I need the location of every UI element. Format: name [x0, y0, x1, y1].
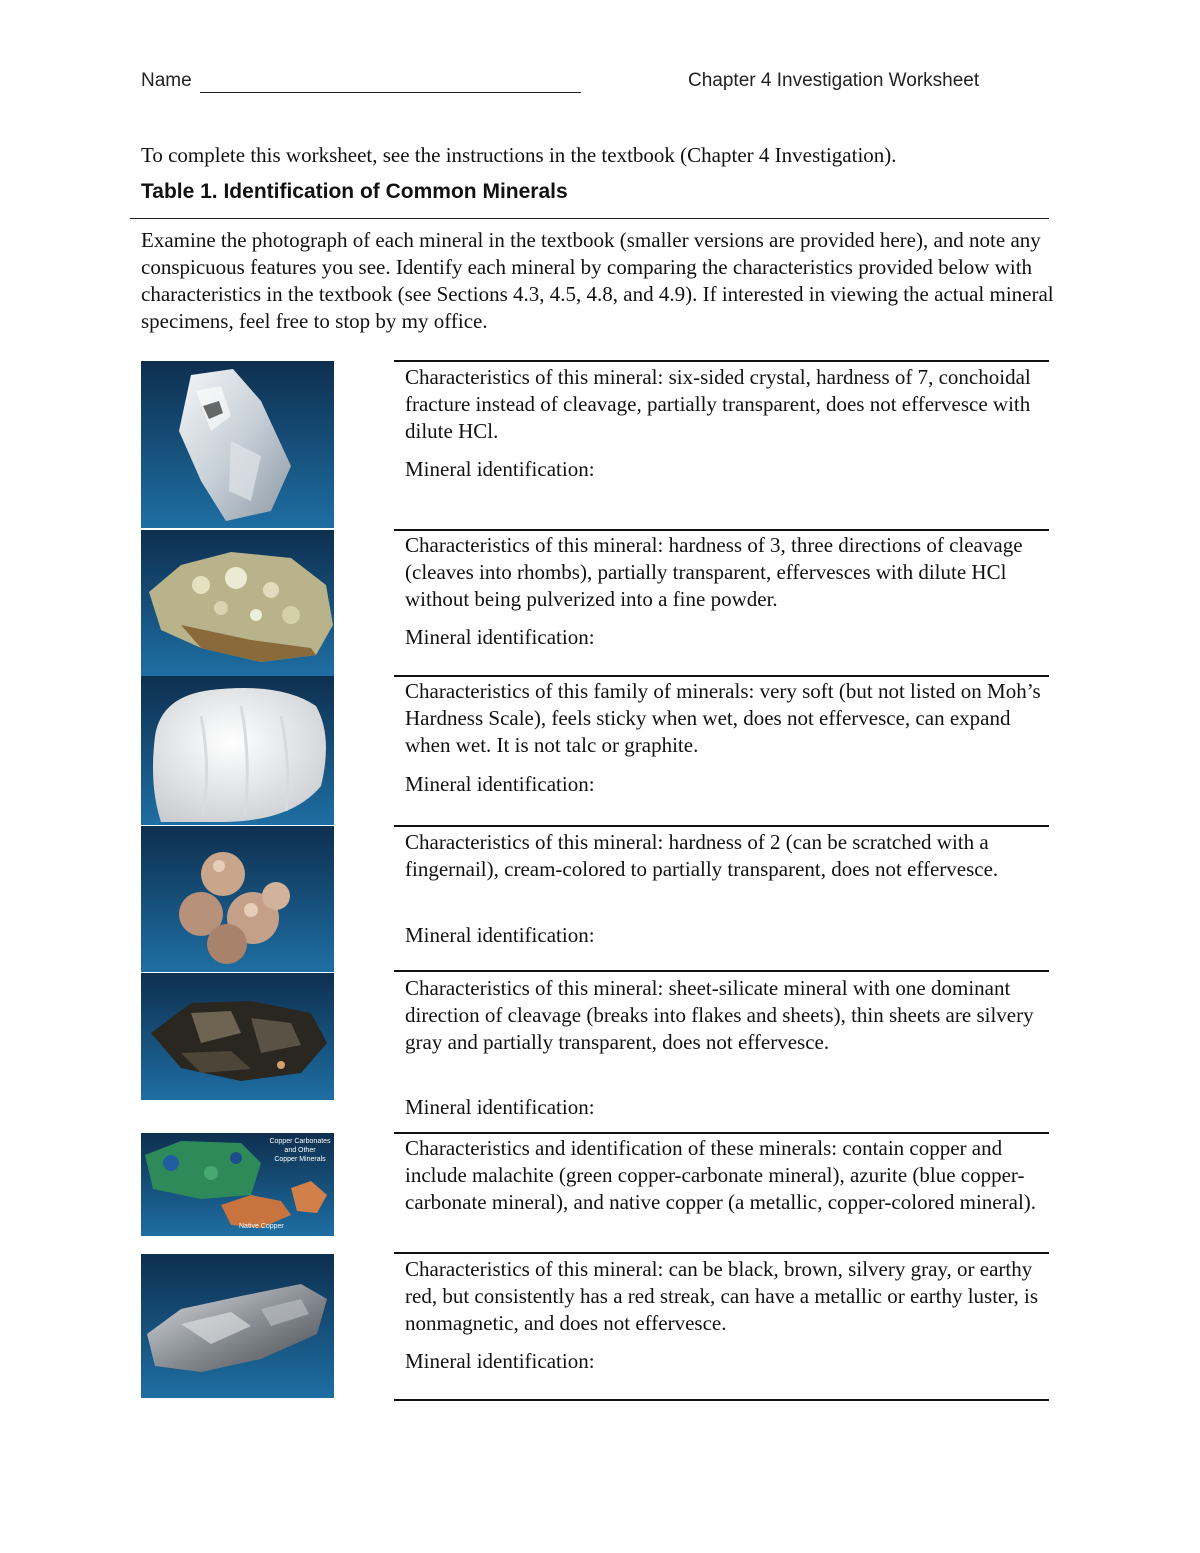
mineral-characteristics: Characteristics of this mineral: hardness of 3, three directions of cleavage (cleaves into rhombs), partially transparent, effervesces with dilute HCl without being pulverized into a fine powder. — [405, 533, 1023, 611]
mineral-identification-field[interactable]: Mineral identification: — [405, 457, 595, 481]
row-divider — [394, 970, 1049, 972]
mineral-identification-field[interactable]: Mineral identification: — [405, 625, 595, 649]
mineral-characteristics: Characteristics and identification of these minerals: contain copper and include malachite (green copper-carbonate mineral), azurite (blue copper-carbonate mineral), and native copper (a metallic, copper-colored mineral). — [405, 1136, 1037, 1214]
mineral-characteristics: Characteristics of this family of minerals: very soft (but not listed on Moh’s Hardness Scale), feels sticky when wet, does not effervesce, can expand when wet. It is not talc or graphite. — [405, 679, 1041, 757]
table-title: Table 1. Identification of Common Minerals — [141, 180, 568, 203]
row-divider — [394, 1252, 1049, 1254]
mineral-identification-field[interactable]: Mineral identification: — [405, 1349, 595, 1373]
row-divider — [394, 529, 1049, 531]
calcite-photo — [141, 530, 334, 676]
mineral-characteristics: Characteristics of this mineral: hardness of 2 (can be scratched with a fingernail), cream-colored to partially transparent, does not effervesce. — [405, 830, 999, 881]
mineral-characteristics: Characteristics of this mineral: can be black, brown, silvery gray, or earthy red, but consistently has a red streak, can have a metallic or earthy luster, is nonmagnetic, and does not effervesce. — [405, 1257, 1039, 1335]
mineral-characteristics: Characteristics of this mineral: sheet-silicate mineral with one dominant direction of cleavage (breaks into flakes and sheets), thin sheets are silvery gray and partially transparent, does not effervesce. — [405, 976, 1034, 1054]
title-divider — [130, 218, 1049, 219]
intro-text: To complete this worksheet, see the instructions in the textbook (Chapter 4 Investigation). — [141, 143, 897, 167]
copper-minerals-photo — [141, 1133, 334, 1236]
photo-caption-native-copper: Native Copper — [239, 1223, 284, 1230]
name-label: Name — [141, 70, 192, 91]
gypsum-photo — [141, 826, 334, 972]
quartz-photo — [141, 361, 334, 528]
table-bottom-rule — [394, 1399, 1049, 1401]
photo-caption-line: and Other — [284, 1147, 316, 1154]
hematite-photo — [141, 1254, 334, 1398]
worksheet-title: Chapter 4 Investigation Worksheet — [688, 70, 980, 91]
row-divider — [394, 825, 1049, 827]
mica-photo — [141, 973, 334, 1100]
clay-photo — [141, 676, 334, 825]
row-divider — [394, 675, 1049, 677]
row-divider — [394, 1132, 1049, 1134]
photo-caption-line: Copper Carbonates — [269, 1138, 331, 1145]
instructions-paragraph: Examine the photograph of each mineral in the textbook (smaller versions are provided here), and note any conspicuous features you see. Identify each mineral by comparing the characteristics provided below with characteristics in the textbook (see Sections 4.3, 4.5, 4.8, and 4.9). If interested in viewing the actual mineral specimens, feel free to stop by my office. — [141, 228, 1054, 333]
row-divider — [394, 360, 1049, 362]
mineral-identification-field[interactable]: Mineral identification: — [405, 1095, 595, 1119]
photo-caption-line: Copper Minerals — [274, 1156, 326, 1163]
name-field-line[interactable] — [200, 92, 581, 93]
mineral-characteristics: Characteristics of this mineral: six-sided crystal, hardness of 7, conchoidal fracture instead of cleavage, partially transparent, does not effervesce with dilute HCl. — [405, 365, 1031, 443]
mineral-identification-field[interactable]: Mineral identification: — [405, 923, 595, 947]
mineral-identification-field[interactable]: Mineral identification: — [405, 772, 595, 796]
